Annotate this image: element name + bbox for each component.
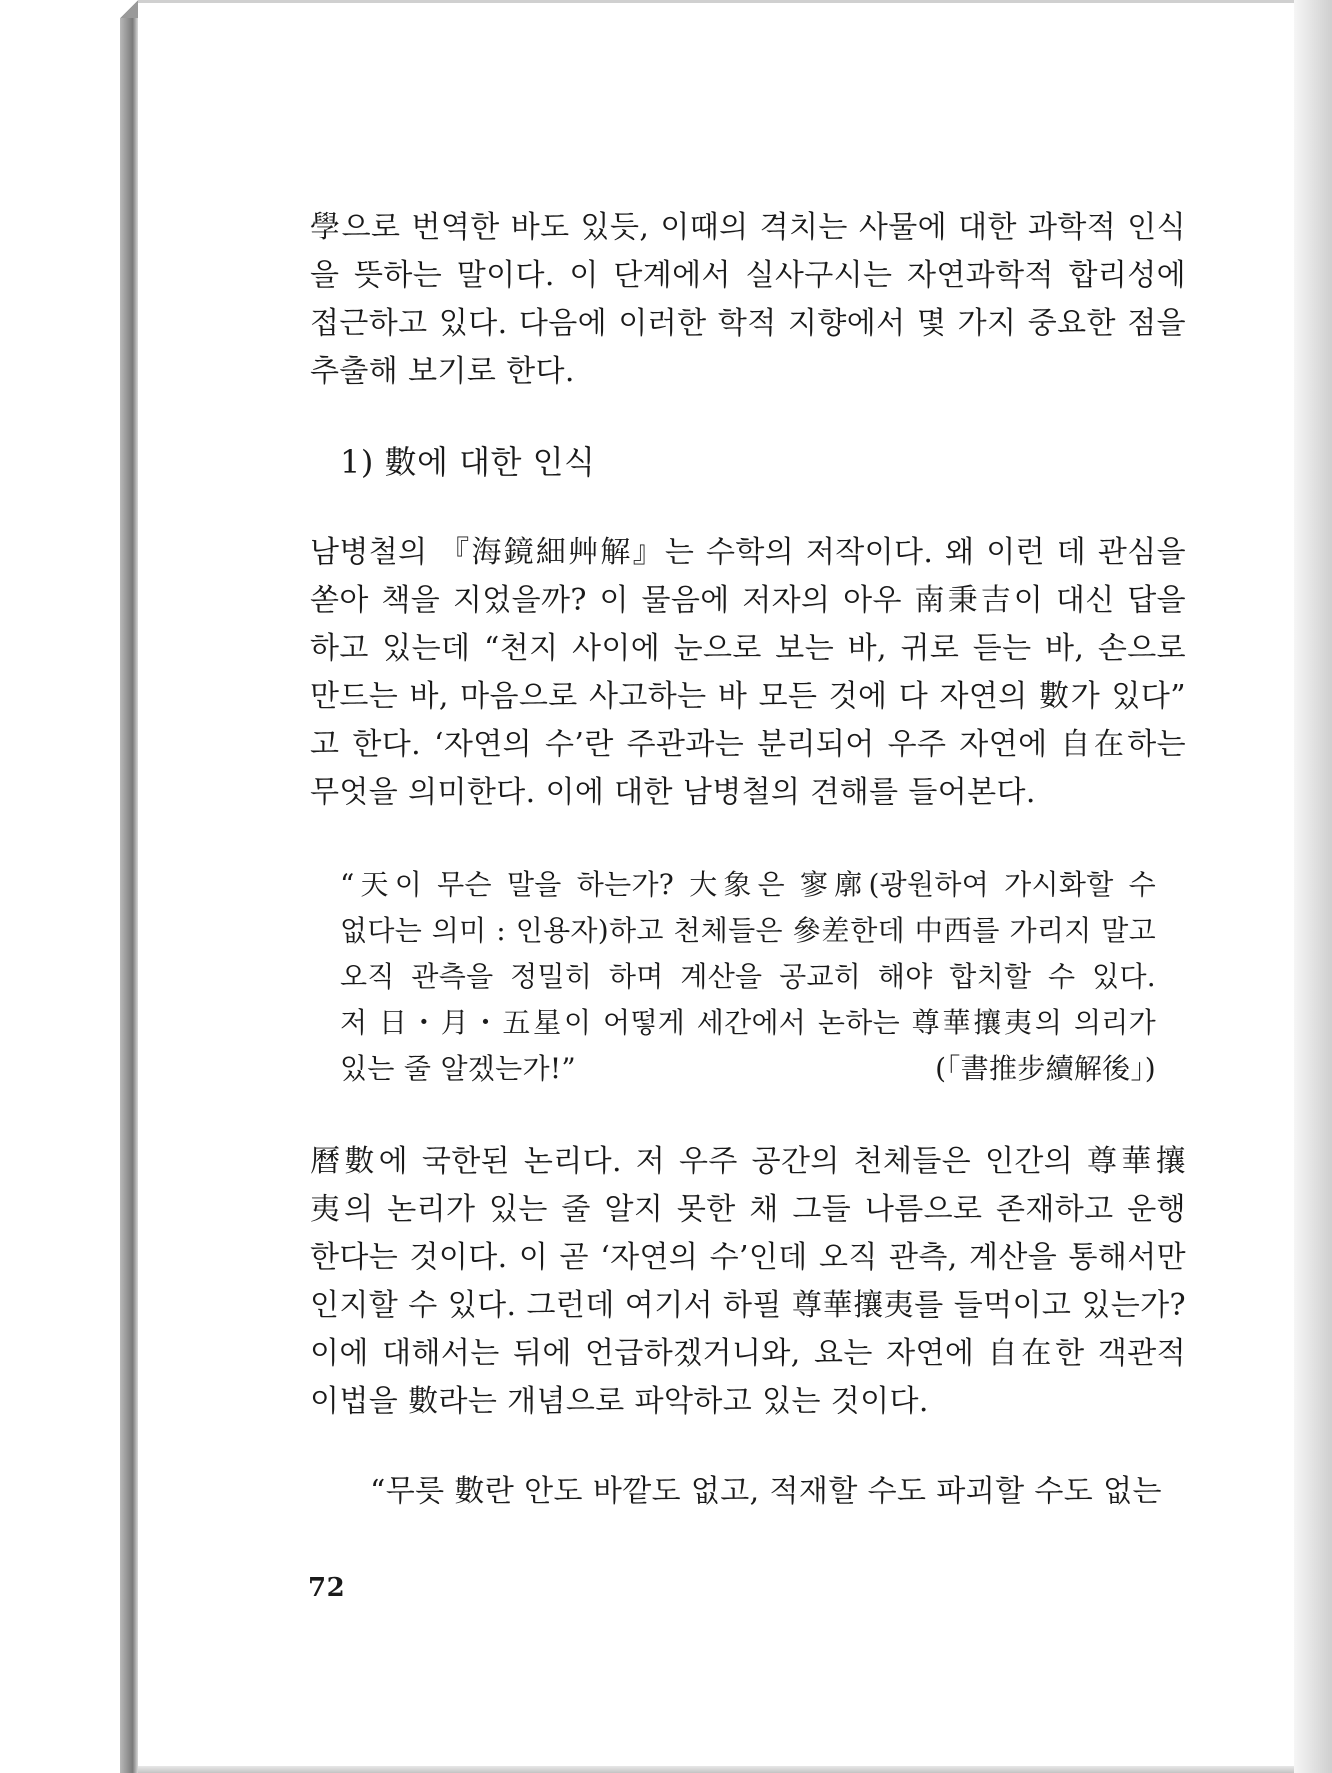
text-line: 한다는 것이다. 이 곧 ‘자연의 수’인데 오직 관측, 계산을 통해서만 — [310, 1240, 1186, 1275]
quote-line: 저 日・月・五星이 어떻게 세간에서 논하는 尊華攘夷의 의리가 — [340, 1006, 1156, 1039]
text-line: 夷의 논리가 있는 줄 알지 못한 채 그들 나름으로 존재하고 운행 — [310, 1192, 1186, 1227]
quote-line: 있는 줄 알겠는가!” — [340, 1052, 577, 1085]
text-line: 이법을 數라는 개념으로 파악하고 있는 것이다. — [310, 1384, 929, 1419]
text-line: 고 한다. ‘자연의 수’란 주관과는 분리되어 우주 자연에 自在하는 — [310, 727, 1186, 762]
page-right-shadow — [1294, 0, 1332, 1773]
text-line: 學으로 번역한 바도 있듯, 이때의 격치는 사물에 대한 과학적 인식 — [310, 210, 1186, 245]
text-line: 이에 대해서는 뒤에 언급하겠거니와, 요는 자연에 自在한 객관적 — [310, 1336, 1186, 1371]
text-line: 무엇을 의미한다. 이에 대한 남병철의 견해를 들어본다. — [310, 775, 1036, 810]
quote-line: “天이 무슨 말을 하는가? 大象은 寥廓(광원하여 가시화할 수 — [340, 868, 1156, 901]
page-bottom-edge — [138, 1766, 1294, 1773]
text-line: 접근하고 있다. 다음에 이러한 학적 지향에서 몇 가지 중요한 점을 — [310, 306, 1186, 341]
quote-line: “무릇 數란 안도 바깥도 없고, 적재할 수도 파괴할 수도 없는 — [370, 1474, 1162, 1509]
text-line: 曆數에 국한된 논리다. 저 우주 공간의 천체들은 인간의 尊華攘 — [310, 1144, 1186, 1179]
page-number: 72 — [308, 1573, 346, 1603]
section-heading: 1) 數에 대한 인식 — [340, 443, 596, 481]
text-line: 하고 있는데 “천지 사이에 눈으로 보는 바, 귀로 듣는 바, 손으로 — [310, 631, 1186, 666]
body-paragraph-3 — [310, 1138, 1186, 1426]
block-quote-1 — [340, 862, 1156, 1092]
quote-line: 없다는 의미 : 인용자)하고 천체들은 參差한데 中西를 가리지 말고 — [340, 914, 1156, 947]
body-paragraph-1 — [310, 204, 1186, 396]
quote-source-citation: (「書推步續解後」) — [935, 1052, 1156, 1085]
block-quote-2 — [370, 1468, 1162, 1516]
page-spine-margin — [0, 0, 138, 1773]
book-spine-corner — [120, 0, 138, 18]
text-line: 추출해 보기로 한다. — [310, 354, 575, 389]
page-top-edge — [138, 0, 1294, 3]
text-line: 을 뜻하는 말이다. 이 단계에서 실사구시는 자연과학적 합리성에 — [310, 258, 1186, 293]
text-line: 남병철의 『海鏡細艸解』는 수학의 저작이다. 왜 이런 데 관심을 — [310, 535, 1186, 570]
text-line: 쏟아 책을 지었을까? 이 물음에 저자의 아우 南秉吉이 대신 답을 — [310, 583, 1186, 618]
quote-last-line-row — [340, 1046, 1156, 1092]
body-paragraph-2 — [310, 529, 1186, 817]
quote-line: 오직 관측을 정밀히 하며 계산을 공교히 해야 합치할 수 있다. — [340, 960, 1156, 993]
text-line: 만드는 바, 마음으로 사고하는 바 모든 것에 다 자연의 數가 있다” — [310, 679, 1186, 714]
text-line: 인지할 수 있다. 그런데 여기서 하필 尊華攘夷를 들먹이고 있는가? — [310, 1288, 1186, 1323]
book-spine-edge — [120, 0, 138, 1773]
